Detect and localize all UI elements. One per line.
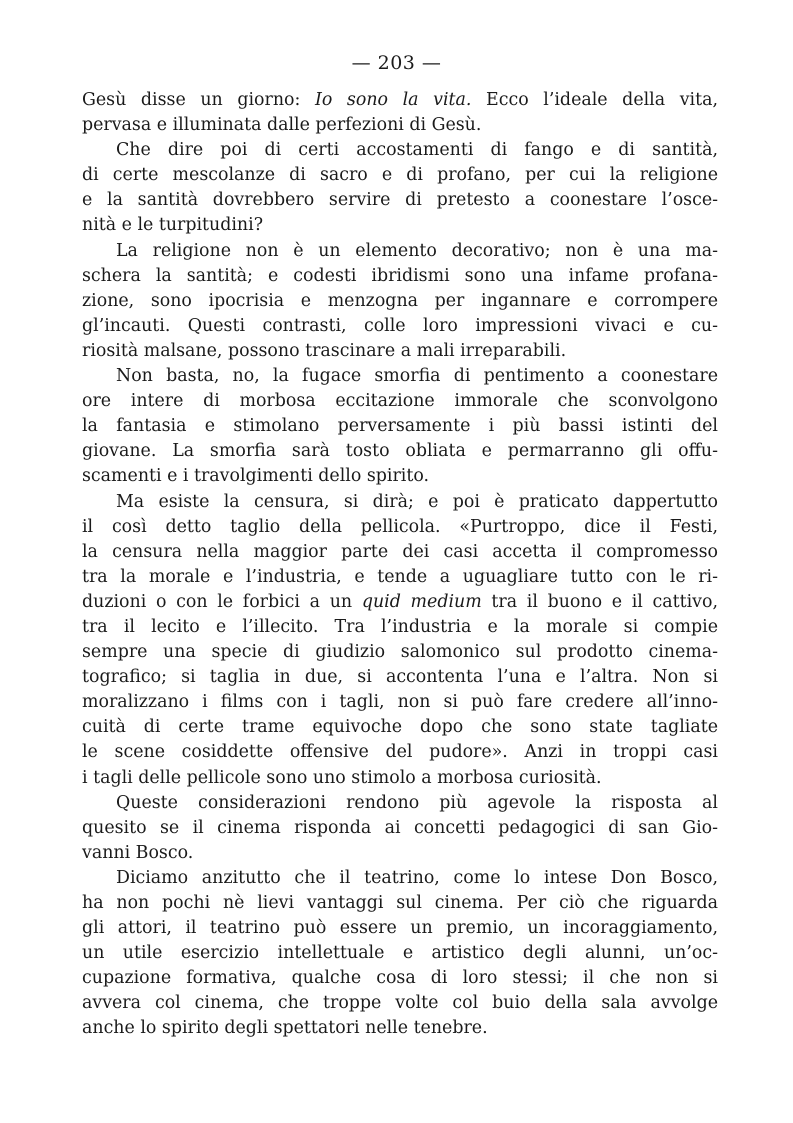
text-line: duzioni o con le forbici a un quid medium tra il buono e il cattivo, (82, 591, 718, 612)
paragraph (82, 138, 718, 238)
text-line: di certe mescolanze di sacro e di profano, per cui la religione (82, 165, 718, 186)
text-line: le scene cosiddette offensive del pudore». Anzi in troppi casi (82, 742, 718, 763)
text-line: avvera col cinema, che troppe volte col buio della sala avvolge (82, 993, 718, 1014)
text-line: ore intere di morbosa eccitazione immorale che sconvolgono (82, 391, 718, 412)
paragraph (82, 239, 718, 364)
text-line: cupazione formativa, qualche cosa di loro stessi; il che non si (82, 968, 718, 989)
italic-text: Io sono la vita. (314, 90, 472, 110)
text-line: anche lo spirito degli spettatori nelle tenebre. (82, 1018, 488, 1039)
text-line: il così detto taglio della pellicola. «Purtroppo, dice il Festi, (82, 516, 718, 537)
text-line: Non basta, no, la fugace smorfia di pentimento a coonestare (116, 366, 718, 387)
text-line: La religione non è un elemento decorativo; non è una ma- (116, 240, 718, 261)
text-line: un utile esercizio intellettuale e artistico degli alunni, un’oc- (82, 943, 718, 964)
text-line: Queste considerazioni rendono più agevole la risposta al (116, 792, 718, 813)
paragraph (82, 88, 718, 138)
text-line: tra la morale e l’industria, e tende a uguagliare tutto con le ri- (82, 566, 718, 587)
text-line: sempre una specie di giudizio salomonico sul prodotto cinema- (82, 642, 718, 663)
text-line: la censura nella maggior parte dei casi accetta il compromesso (82, 541, 718, 562)
paragraph (82, 866, 718, 1042)
text-line: pervasa e illuminata dalle perfezioni di Gesù. (82, 115, 482, 136)
text-line: cuità di certe trame equivoche dopo che sono state tagliate (82, 717, 718, 738)
text-line: giovane. La smorfia sarà tosto obliata e permarranno gli offu- (82, 441, 718, 462)
text-line: schera la santità; e codesti ibridismi sono una infame profana- (82, 265, 718, 286)
text-line: quesito se il cinema risponda ai concetti pedagogici di san Gio- (82, 817, 718, 838)
italic-text: quid medium (361, 591, 482, 612)
text-line: ha non pochi nè lievi vantaggi sul cinema. Per ciò che riguarda (82, 893, 718, 913)
text-line: vanni Bosco. (82, 842, 194, 863)
body-text (82, 88, 718, 1042)
text-line: la fantasia e stimolano perversamente i più bassi istinti del (82, 416, 718, 437)
text-line: e la santità dovrebbero servire di pretesto a coonestare l’osce- (82, 190, 718, 211)
text-line: gl’incauti. Questi contrasti, colle loro impressioni vivaci e cu- (82, 315, 718, 336)
paragraph (82, 490, 718, 791)
text-line: scamenti e i travolgimenti dello spirito. (82, 466, 430, 487)
text-line: i tagli delle pellicole sono uno stimolo a morbosa curiosità. (82, 767, 602, 788)
page-number: — 203 — (351, 52, 442, 74)
text-line: zione, sono ipocrisia e menzogna per ingannare e corrompere (82, 290, 718, 311)
text-line: moralizzano i films con i tagli, non si può fare credere all’inno- (82, 692, 718, 713)
text-line: tra il lecito e l’illecito. Tra l’industria e la morale si compie (82, 616, 718, 637)
text-line: gli attori, il teatrino può essere un premio, un incoraggiamento, (82, 918, 718, 939)
text-line: tografico; si taglia in due, si accontenta l’una e l’altra. Non si (82, 667, 718, 688)
text-line: Che dire poi di certi accostamenti di fango e di santità, (116, 140, 718, 161)
text-line: riosità malsane, possono trascinare a mali irreparabili. (82, 340, 567, 361)
text-line: nità e le turpitudini? (82, 215, 264, 236)
paragraph (82, 791, 718, 866)
paragraph (82, 364, 718, 489)
text-line: Diciamo anzitutto che il teatrino, come lo intese Don Bosco, (116, 867, 718, 888)
text-line: Ma esiste la censura, si dirà; e poi è praticato dappertutto (116, 491, 718, 512)
text-line: Gesù disse un giorno: Io sono la vita. Ecco l’ideale della vita, (82, 90, 718, 110)
